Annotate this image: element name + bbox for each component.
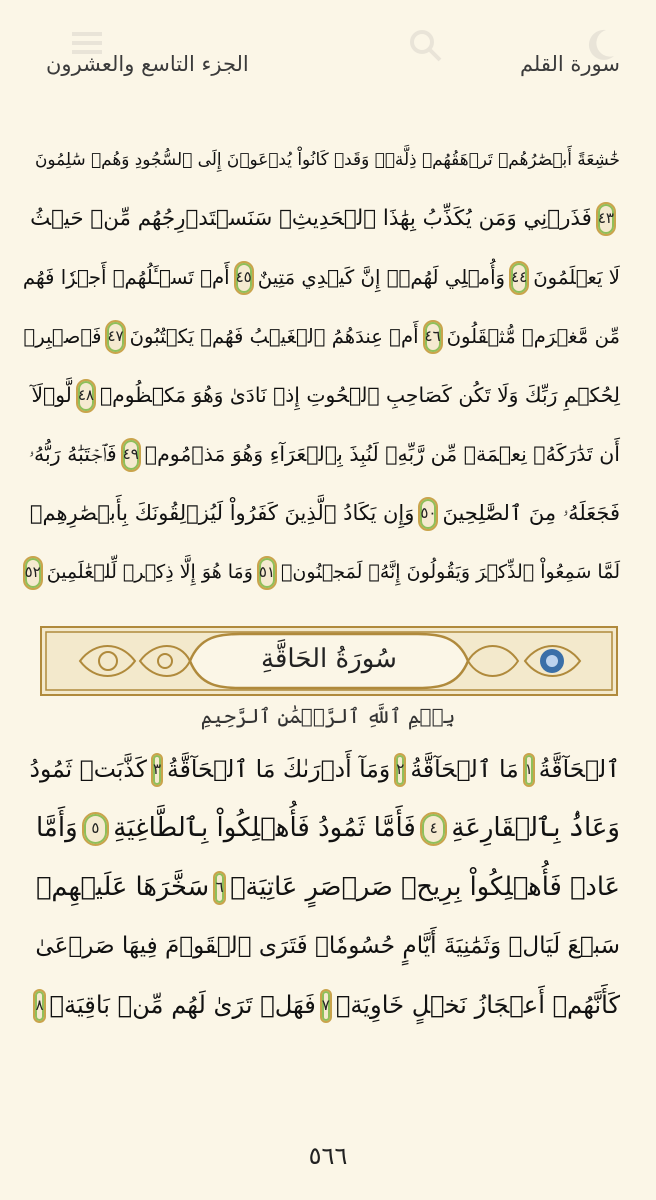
verse-line [36,130,620,189]
verse-text: فَأَمَّا ثَمُودُ فَأُهۡلِكُواْ بِٱلطَّاغِيَةِ [113,813,416,843]
verses-section-2 [29,740,620,1035]
verse-text: سَخَّرَهَا عَلَيۡهِمۡ [36,872,210,902]
ayah-number-marker[interactable]: ١ [523,753,535,787]
basmala: بِسۡمِ ٱللَّهِ ٱلرَّحۡمَٰنِ ٱلرَّحِيمِ [200,704,456,728]
ayah-number-marker[interactable]: ٥ [82,812,110,846]
verse-line [22,248,620,307]
ayah-number-marker[interactable]: ٤ [420,812,448,846]
ayah-number-marker[interactable]: ٤٩ [121,438,141,472]
ayah-number-marker[interactable]: ٤٤ [509,261,529,295]
verse-text: ٱلۡحَآقَّةُ [538,755,620,783]
ayah-number-marker[interactable]: ٤٦ [423,320,443,354]
verse-text: كَأَنَّهُمۡ أَعۡجَازُ نَخۡلٍ خَاوِيَةٖ [335,991,620,1019]
ayah-number-marker[interactable]: ٣ [151,753,163,787]
ayah-number-marker[interactable]: ٤٨ [76,379,96,413]
verse-text: فَذَرۡنِي وَمَن يُكَذِّبُ بِهَٰذَا ٱلۡحَدِيثِۖ سَنَسۡتَدۡرِجُهُم مِّنۡ حَيۡثُ [30,206,592,231]
verse-text: أَمۡ تَسۡـَٔلُهُمۡ أَجۡرٗا فَهُم [22,266,230,289]
verse-text: وَمَآ أَدۡرَىٰكَ مَا ٱلۡحَآقَّةُ [167,755,391,783]
ayah-number-marker[interactable]: ٥١ [257,556,277,590]
ayah-number-marker[interactable]: ٤٧ [105,320,125,354]
verses-section-1 [22,130,620,602]
verse-text: مِّن مَّغۡرَمٖ مُّثۡقَلُونَ [446,325,620,348]
verse-text: أَمۡ عِندَهُمُ ٱلۡغَيۡبُ فَهُمۡ يَكۡتُبُونَ [129,325,419,348]
verse-line [36,917,620,976]
verse-line [29,484,620,543]
ayah-number-marker[interactable]: ٦ [213,871,226,905]
verse-text: فَجَعَلَهُۥ مِنَ ٱلصَّٰلِحِينَ [442,501,620,525]
verse-line [36,976,620,1035]
page-header [0,0,656,100]
verse-text: لِحُكۡمِ رَبِّكَ وَلَا تَكُن كَصَاحِبِ ٱلۡحُوتِ إِذۡ نَادَىٰ وَهُوَ مَكۡظُومٞ [99,383,620,407]
search-icon[interactable] [408,28,442,66]
juz-name: الجزء التاسع والعشرون [46,52,249,76]
verse-text: وَأَمَّا [36,813,78,843]
verse-text: مَا ٱلۡحَآقَّةُ [410,755,519,783]
surah-title: سُورَةُ الحَاقَّةِ [261,644,397,674]
verse-text: سَبۡعَ لَيَالٖ وَثَمَٰنِيَةَ أَيَّامٍ حُسُومٗاۖ فَتَرَى ٱلۡقَوۡمَ فِيهَا صَرۡعَىٰ [35,933,620,959]
verse-text: لَّوۡلَآ [31,383,72,407]
ayah-number-marker[interactable]: ٧ [320,989,332,1023]
ayah-number-marker[interactable]: ٤٣ [596,202,616,236]
surah-banner [40,626,618,696]
ayah-number-marker[interactable]: ٨ [33,989,45,1023]
verse-line [36,858,620,917]
verse-text: فَٱجۡتَبَٰهُ رَبُّهُۥ [28,442,117,466]
surah-name: سورة القلم [519,52,620,76]
verse-line [30,189,620,248]
ayah-number-marker[interactable]: ٤٥ [234,261,254,295]
verse-text: لَمَّا سَمِعُواْ ٱلذِّكۡرَ وَيَقُولُونَ إِنَّهُۥ لَمَجۡنُونٞ [281,561,620,583]
verse-text: فَهَلۡ تَرَىٰ لَهُم مِّنۢ بَاقِيَةٖ [49,991,316,1019]
ayah-number-marker[interactable]: ٥٠ [418,497,438,531]
verse-text: فَٱصۡبِرۡ [23,325,102,348]
verse-line [23,307,620,366]
verse-text: وَمَا هُوَ إِلَّا ذِكۡرٞ لِّلۡعَٰلَمِينَ [46,561,253,583]
verse-text: وَعَادُۢ بِٱلۡقَارِعَةِ [451,813,620,843]
verse-line [29,740,620,799]
verse-line [31,366,620,425]
verse-text: عَادٞ فَأُهۡلِكُواْ بِرِيحٖ صَرۡصَرٍ عَاتِيَةٖ [230,872,620,902]
verse-line [36,799,620,858]
verse-text: كَذَّبَتۡ ثَمُودُ [29,755,147,783]
verse-line [24,543,620,602]
page-number: ٥٦٦ [308,1142,348,1170]
verse-text: لَا يَعۡلَمُونَ [533,266,620,289]
verse-text: وَإِن يَكَادُ ٱلَّذِينَ كَفَرُواْ لَيُزۡلِقُونَكَ بِأَبۡصَٰرِهِمۡ [29,501,415,525]
verse-text: خَٰشِعَةً أَبۡصَٰرُهُمۡ تَرۡهَقُهُمۡ ذِلَّةٞۖ وَقَدۡ كَانُواْ يُدۡعَوۡنَ إِلَى ٱلسُّجُودِ وَهُمۡ سَٰلِمُونَ [34,149,620,169]
verse-line [28,425,620,484]
ayah-number-marker[interactable]: ٢ [394,753,406,787]
verse-text: أَن تَدَٰرَكَهُۥ نِعۡمَةٞ مِّن رَّبِّهِۦ لَنُبِذَ بِٱلۡعَرَآءِ وَهُوَ مَذۡمُومٞ [144,442,620,466]
verse-text: وَأُمۡلِي لَهُمۡۚ إِنَّ كَيۡدِي مَتِينٌ [257,266,506,289]
ayah-number-marker[interactable]: ٥٢ [23,556,43,590]
